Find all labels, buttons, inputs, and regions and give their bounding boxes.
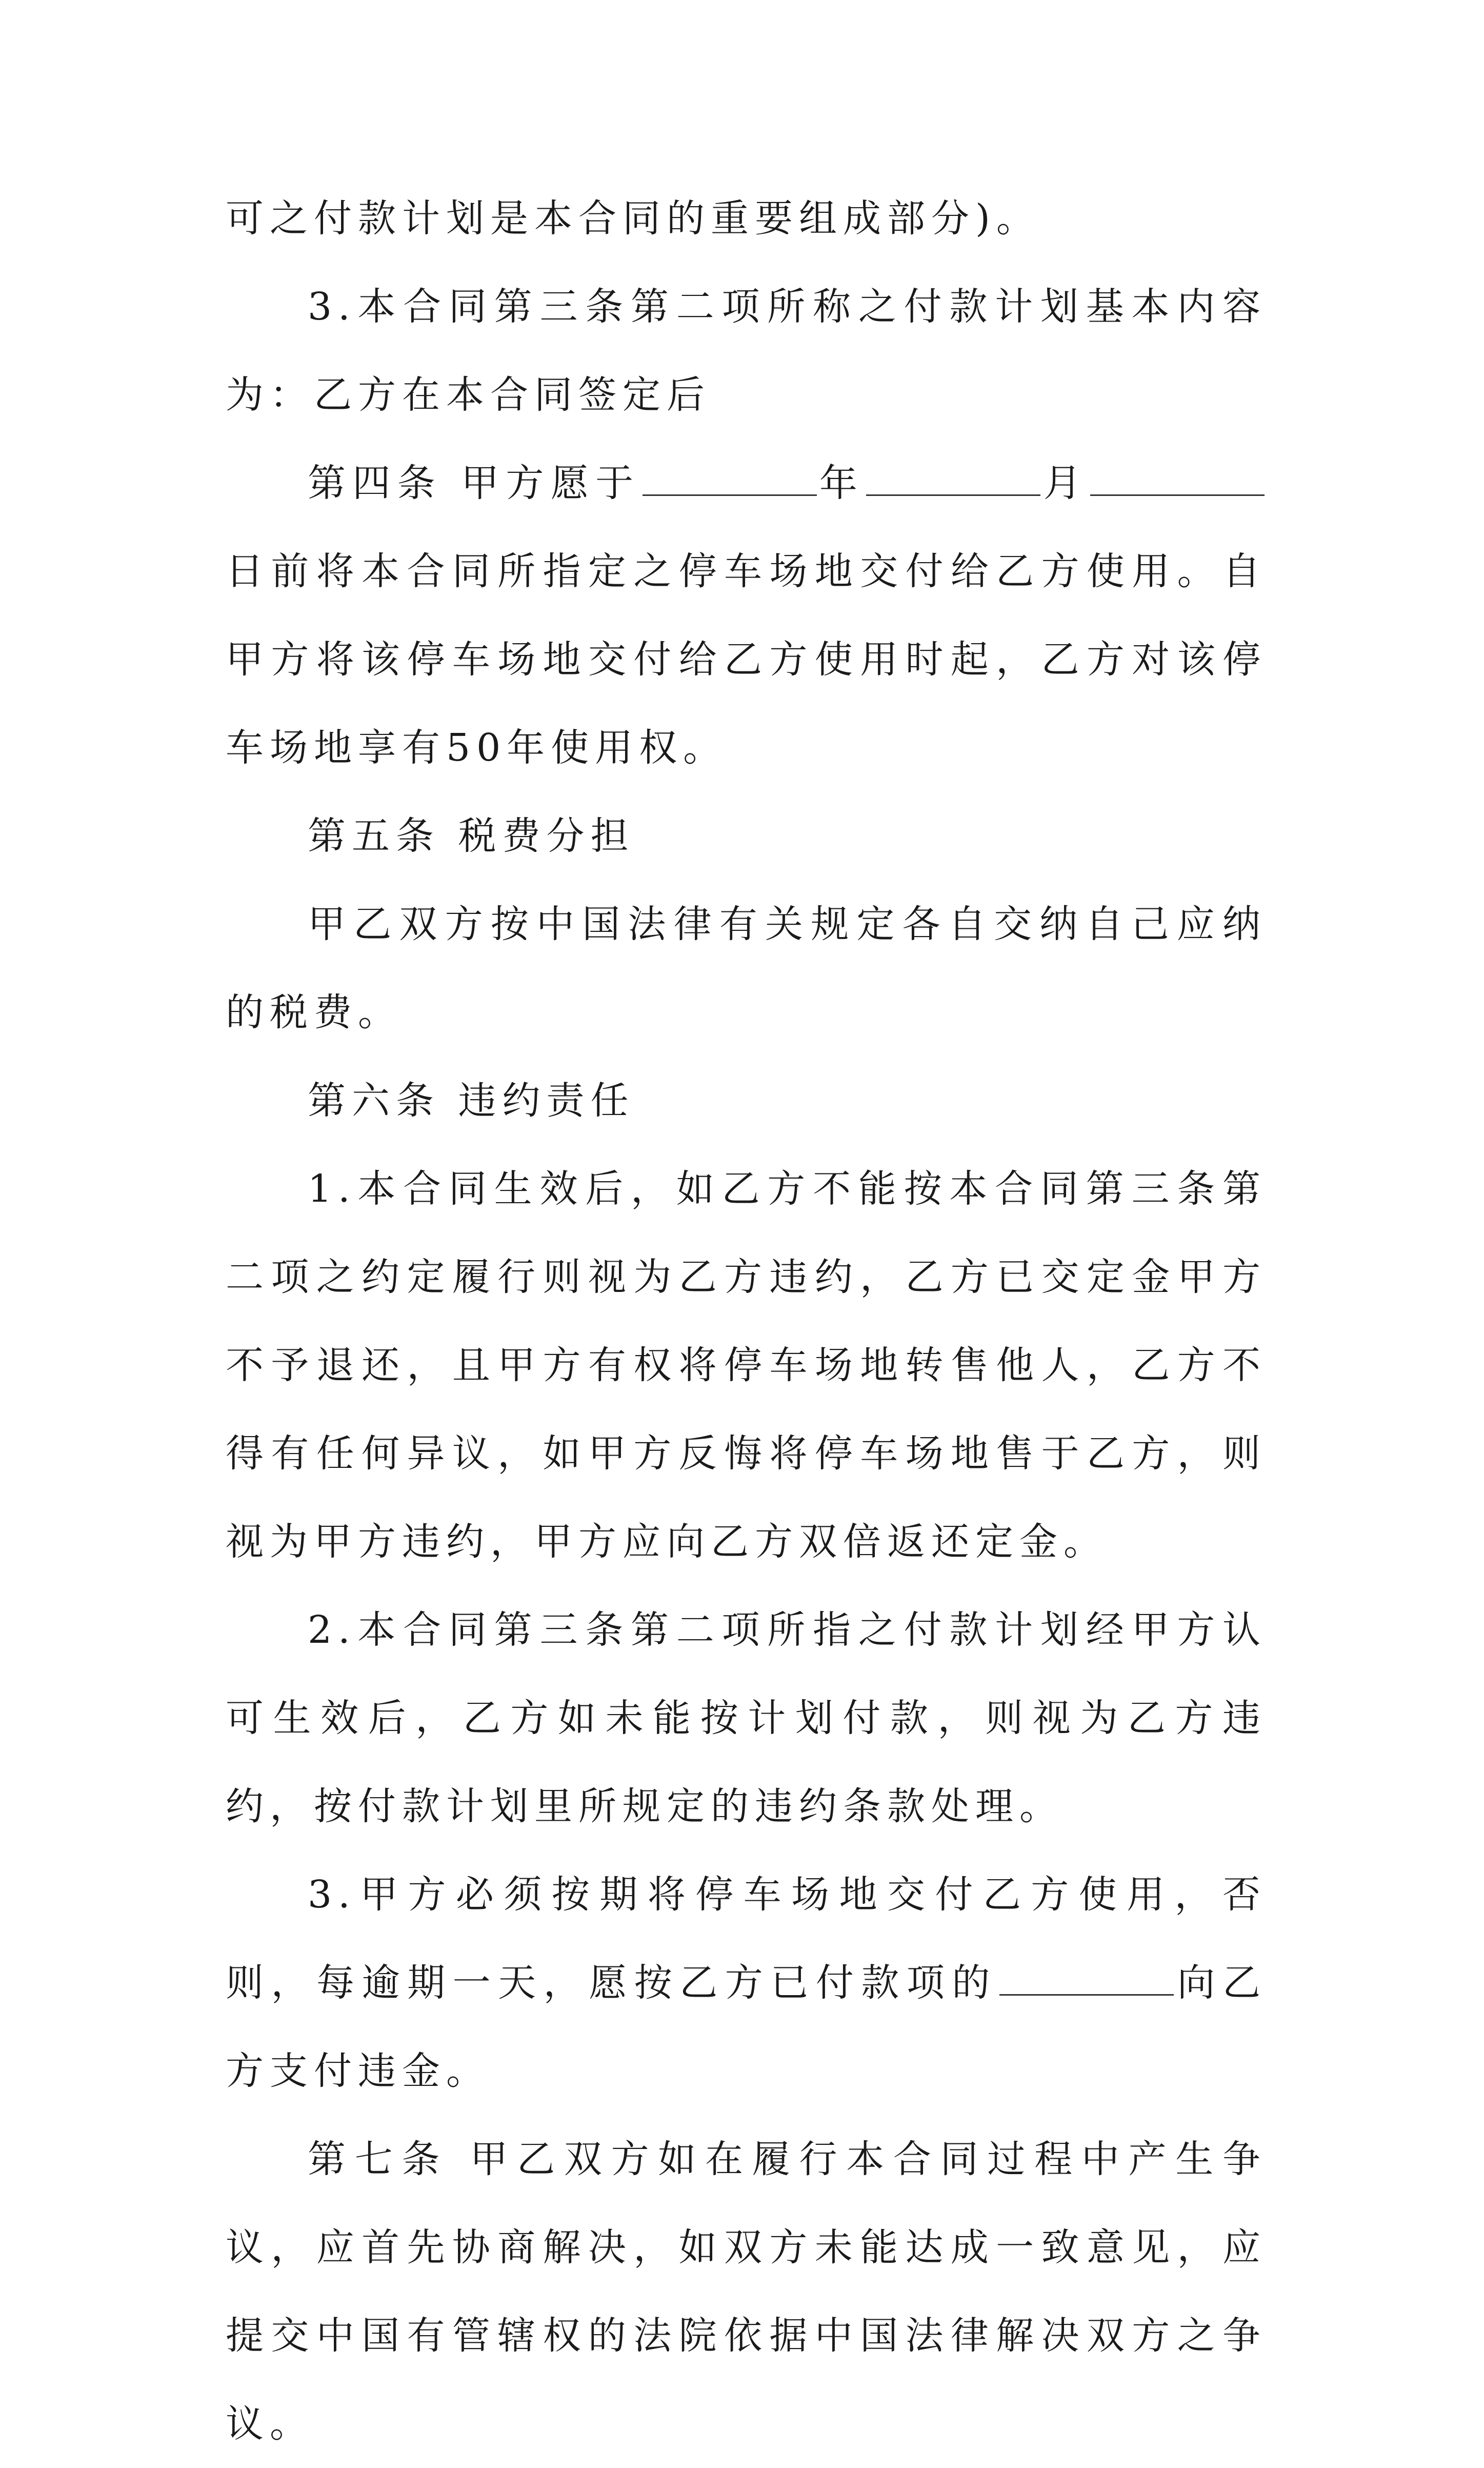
breach-3-text-b: 向乙方支付违金。 bbox=[226, 1961, 1267, 2093]
article-4-text-b: 年 bbox=[818, 461, 865, 505]
year-blank bbox=[643, 494, 817, 496]
heading-article-5: 第五条 税费分担 bbox=[308, 814, 635, 858]
month-blank bbox=[866, 494, 1040, 496]
paragraph-payment-plan-content: 3.本合同第三条第二项所称之付款计划基本内容为：乙方在本合同签定后 bbox=[226, 285, 1267, 417]
penalty-blank bbox=[999, 1994, 1174, 1996]
paragraph-payment-plan-tail: 可之付款计划是本合同的重要组成部分)。 bbox=[226, 196, 1040, 241]
paragraph-tax: 甲乙双方按中国法律有关规定各自交纳自己应纳的税费。 bbox=[226, 902, 1267, 1034]
article-4-text-d: 日前将本合同所指定之停车场地交付给乙方使用。自甲方将该停车场地交付给乙方使用时起，乙方对该停车场地享有50年使用权。 bbox=[226, 549, 1267, 770]
day-blank bbox=[1090, 494, 1265, 496]
article-4-text-a: 第四条 甲方愿于 bbox=[308, 461, 640, 505]
paragraph-article-4 bbox=[226, 439, 1267, 792]
breach-3-text-a: 3.甲方必须按期将停车场地交付乙方使用，否则，每逾期一天，愿按乙方已付款项的 bbox=[226, 1873, 1267, 2005]
paragraph-breach-3 bbox=[226, 1850, 1267, 2115]
paragraph-breach-1: 1.本合同生效后，如乙方不能按本合同第三条第二项之约定履行则视为乙方违约，乙方已交定金甲方不予退还，且甲方有权将停车场地转售他人，乙方不得有任何异议，如甲方反悔将停车场地售于乙方，则视为甲方违约，甲方应向乙方双倍返还定金。 bbox=[226, 1167, 1267, 1564]
document-body bbox=[226, 174, 1267, 2468]
paragraph-breach-2: 2.本合同第三条第二项所指之付款计划经甲方认可生效后，乙方如未能按计划付款，则视为乙方违约，按付款计划里所规定的违约条款处理。 bbox=[226, 1608, 1267, 1828]
article-4-text-c: 月 bbox=[1042, 461, 1089, 505]
paragraph-article-7: 第七条 甲乙双方如在履行本合同过程中产生争议，应首先协商解决，如双方未能达成一致意见，应提交中国有管辖权的法院依据中国法律解决双方之争议。 bbox=[226, 2137, 1267, 2446]
heading-article-6: 第六条 违约责任 bbox=[308, 1079, 635, 1123]
